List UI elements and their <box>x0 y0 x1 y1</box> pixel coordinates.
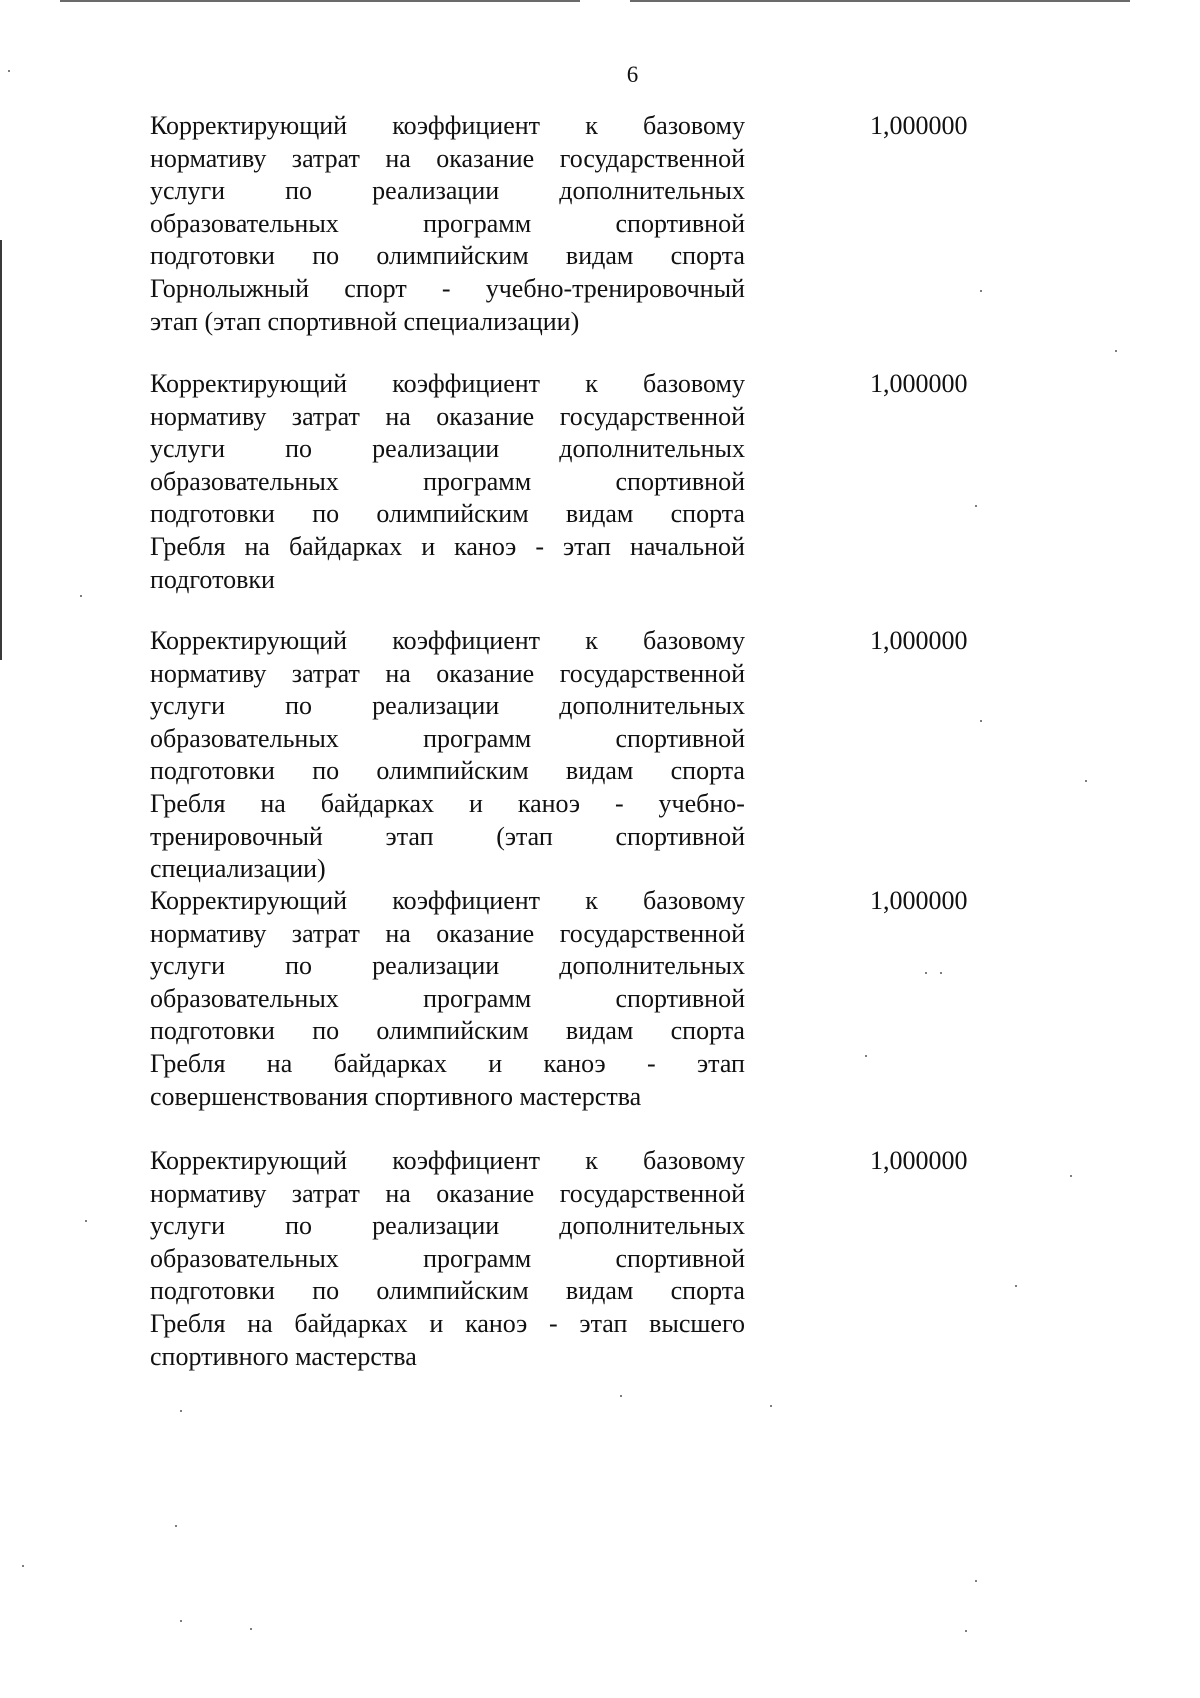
word: на <box>385 1178 411 1208</box>
word: олимпийским <box>376 1016 529 1046</box>
word: базовому <box>643 111 745 140</box>
scan-speck <box>980 720 982 722</box>
description-line <box>150 1243 745 1276</box>
description-line <box>150 950 745 983</box>
description-line: подготовки <box>150 564 275 594</box>
description-line: специализации) <box>150 854 326 884</box>
word: оказание <box>436 143 535 173</box>
scan-top-line-right <box>630 0 1130 2</box>
description-line <box>150 723 745 756</box>
scan-speck <box>770 1405 772 1407</box>
word: затрат <box>291 918 360 948</box>
coefficient-description <box>150 1145 745 1373</box>
scan-speck <box>22 1565 24 1567</box>
word: коэффициент <box>392 1146 541 1175</box>
word: базовому <box>643 369 745 398</box>
description-line: совершенствования спортивного мастерства <box>150 1081 642 1111</box>
description-line <box>150 531 745 564</box>
word: к <box>585 626 598 655</box>
word: на <box>266 1048 293 1078</box>
coefficient-description <box>150 625 745 886</box>
description-line <box>150 401 745 434</box>
scan-speck <box>865 1055 867 1057</box>
word: олимпийским <box>376 756 529 786</box>
word: на <box>385 918 411 948</box>
word: - <box>441 273 451 303</box>
scan-speck <box>250 1628 252 1630</box>
word: программ <box>423 983 532 1013</box>
word: оказание <box>436 401 535 431</box>
word: на <box>247 1308 273 1338</box>
page-number: 6 <box>626 62 639 87</box>
word: к <box>585 886 598 915</box>
description-line <box>150 1308 745 1341</box>
word: коэффициент <box>392 886 541 915</box>
word: учебно- <box>658 788 745 818</box>
word: Корректирующий <box>150 369 348 398</box>
word: учебно-тренировочный <box>485 273 745 303</box>
word: дополнительных <box>559 1211 745 1241</box>
word: к <box>585 1146 598 1175</box>
description-line <box>150 821 745 854</box>
word: и <box>421 531 436 561</box>
word: дополнительных <box>559 691 745 721</box>
scan-speck <box>175 1525 177 1527</box>
word: этап <box>385 821 434 851</box>
word: Гребля <box>150 1048 226 1078</box>
word: образовательных <box>150 208 339 238</box>
word: спортивной <box>615 466 745 496</box>
word: спорта <box>670 499 745 529</box>
word: нормативу <box>150 401 267 431</box>
word: базовому <box>643 1146 745 1175</box>
description-line <box>150 788 745 821</box>
word: оказание <box>436 1178 535 1208</box>
word: на <box>385 143 411 173</box>
word: услуги <box>150 1211 226 1241</box>
description-line <box>150 240 745 273</box>
word: и <box>429 1308 444 1338</box>
coefficient-value: 1,000000 <box>870 111 968 140</box>
word: спорт <box>344 273 407 303</box>
coefficient-value: 1,000000 <box>870 369 968 398</box>
description-line <box>150 755 745 788</box>
scan-speck <box>80 595 82 597</box>
description-line <box>150 1145 745 1178</box>
word: (этап <box>496 821 553 851</box>
word: по <box>312 241 340 271</box>
word: высшего <box>649 1308 745 1338</box>
word: этап <box>563 531 611 561</box>
word: реализации <box>372 691 500 721</box>
word: нормативу <box>150 143 267 173</box>
word: базовому <box>643 626 745 655</box>
word: Корректирующий <box>150 111 348 140</box>
word: спортивной <box>615 821 745 851</box>
word: по <box>285 1211 313 1241</box>
word: по <box>312 1016 340 1046</box>
description-line: спортивного мастерства <box>150 1341 417 1371</box>
word: байдарках <box>294 1308 408 1338</box>
word: государственной <box>559 658 745 688</box>
description-line <box>150 1178 745 1211</box>
word: Горнолыжный <box>150 273 310 303</box>
word: олимпийским <box>376 241 529 271</box>
word: видам <box>565 1276 634 1306</box>
word: по <box>285 176 313 206</box>
coefficient-value: 1,000000 <box>870 886 968 915</box>
word: спорта <box>670 241 745 271</box>
word: коэффициент <box>392 626 541 655</box>
word: спортивной <box>615 983 745 1013</box>
word: образовательных <box>150 1243 339 1273</box>
word: государственной <box>559 143 745 173</box>
description-line <box>150 918 745 951</box>
word: затрат <box>291 1178 360 1208</box>
word: по <box>285 434 313 464</box>
scan-speck <box>1115 350 1117 352</box>
word: подготовки <box>150 241 275 271</box>
word: образовательных <box>150 723 339 753</box>
scan-speck <box>1085 780 1087 782</box>
word: программ <box>423 466 532 496</box>
word: услуги <box>150 951 226 981</box>
scan-speck <box>1070 1175 1072 1177</box>
description-line <box>150 208 745 241</box>
word: образовательных <box>150 466 339 496</box>
word: образовательных <box>150 983 339 1013</box>
description-line <box>150 143 745 176</box>
scan-speck <box>965 1630 967 1632</box>
description-line <box>150 110 745 143</box>
word: по <box>312 1276 340 1306</box>
coefficient-description <box>150 368 745 596</box>
word: подготовки <box>150 1276 275 1306</box>
word: спортивной <box>615 723 745 753</box>
coefficient-value: 1,000000 <box>870 1146 968 1175</box>
word: видам <box>565 499 634 529</box>
word: по <box>312 499 340 529</box>
word: олимпийским <box>376 499 529 529</box>
word: Корректирующий <box>150 1146 348 1175</box>
word: государственной <box>559 1178 745 1208</box>
word: - <box>535 531 544 561</box>
description-line <box>150 175 745 208</box>
word: спортивной <box>615 208 745 238</box>
description-line <box>150 658 745 691</box>
description-line <box>150 1210 745 1243</box>
word: услуги <box>150 434 226 464</box>
word: программ <box>423 1243 532 1273</box>
word: Гребля <box>150 788 226 818</box>
description-line <box>150 433 745 466</box>
word: оказание <box>436 658 535 688</box>
word: каноэ <box>517 788 580 818</box>
word: на <box>244 531 270 561</box>
scan-speck <box>1015 1285 1017 1287</box>
word: по <box>312 756 340 786</box>
word: нормативу <box>150 918 267 948</box>
description-line <box>150 1275 745 1308</box>
word: этап <box>579 1308 628 1338</box>
scan-speck <box>940 972 942 974</box>
word: коэффициент <box>392 369 541 398</box>
word: услуги <box>150 691 226 721</box>
description-line: этап (этап спортивной специализации) <box>150 306 580 336</box>
word: подготовки <box>150 1016 275 1046</box>
word: байдарках <box>333 1048 447 1078</box>
word: дополнительных <box>559 434 745 464</box>
word: программ <box>423 723 532 753</box>
scan-speck <box>85 1220 87 1222</box>
word: видам <box>565 756 634 786</box>
word: реализации <box>372 176 500 206</box>
word: дополнительных <box>559 951 745 981</box>
description-line <box>150 368 745 401</box>
word: по <box>285 951 313 981</box>
scan-speck <box>620 1395 622 1397</box>
word: - <box>614 788 624 818</box>
word: спорта <box>670 756 745 786</box>
word: на <box>385 401 411 431</box>
word: - <box>646 1048 656 1078</box>
description-line <box>150 466 745 499</box>
description-line <box>150 885 745 918</box>
word: затрат <box>291 143 360 173</box>
word: затрат <box>291 658 360 688</box>
word: каноэ <box>454 531 517 561</box>
word: к <box>585 369 598 398</box>
word: каноэ <box>465 1308 528 1338</box>
word: Гребля <box>150 1308 226 1338</box>
word: видам <box>565 241 634 271</box>
coefficient-description <box>150 885 745 1113</box>
word: этап <box>696 1048 745 1078</box>
word: видам <box>565 1016 634 1046</box>
coefficient-value: 1,000000 <box>870 626 968 655</box>
word: дополнительных <box>559 176 745 206</box>
word: государственной <box>559 918 745 948</box>
word: тренировочный <box>150 821 323 851</box>
word: спортивной <box>615 1243 745 1273</box>
description-line <box>150 1015 745 1048</box>
word: затрат <box>291 401 360 431</box>
word: реализации <box>372 1211 500 1241</box>
word: реализации <box>372 434 500 464</box>
description-line <box>150 273 745 306</box>
word: нормативу <box>150 658 267 688</box>
word: спорта <box>670 1016 745 1046</box>
word: олимпийским <box>376 1276 529 1306</box>
word: к <box>585 111 598 140</box>
word: Гребля <box>150 531 226 561</box>
word: нормативу <box>150 1178 267 1208</box>
word: базовому <box>643 886 745 915</box>
word: Корректирующий <box>150 626 348 655</box>
word: на <box>260 788 286 818</box>
word: и <box>488 1048 503 1078</box>
scan-top-line-left <box>60 0 580 2</box>
scan-speck <box>180 1410 182 1412</box>
word: и <box>468 788 483 818</box>
scan-speck <box>980 290 982 292</box>
coefficient-description <box>150 110 745 338</box>
word: оказание <box>436 918 535 948</box>
word: байдарках <box>288 531 403 561</box>
description-line <box>150 983 745 1016</box>
description-line <box>150 690 745 723</box>
word: - <box>549 1308 558 1338</box>
description-line <box>150 625 745 658</box>
scan-speck <box>180 1620 182 1622</box>
scan-speck <box>925 972 927 974</box>
word: байдарках <box>320 788 435 818</box>
word: реализации <box>372 951 500 981</box>
word: программ <box>423 208 532 238</box>
scan-speck <box>975 1580 977 1582</box>
word: начальной <box>629 531 745 561</box>
scan-left-edge-bar <box>0 240 2 660</box>
scan-speck <box>975 505 977 507</box>
word: услуги <box>150 176 226 206</box>
word: подготовки <box>150 499 275 529</box>
word: по <box>285 691 313 721</box>
word: спорта <box>670 1276 745 1306</box>
description-line <box>150 1048 745 1081</box>
word: Корректирующий <box>150 886 348 915</box>
word: каноэ <box>543 1048 606 1078</box>
word: государственной <box>559 401 745 431</box>
word: подготовки <box>150 756 275 786</box>
description-line <box>150 498 745 531</box>
word: коэффициент <box>392 111 541 140</box>
word: на <box>385 658 411 688</box>
